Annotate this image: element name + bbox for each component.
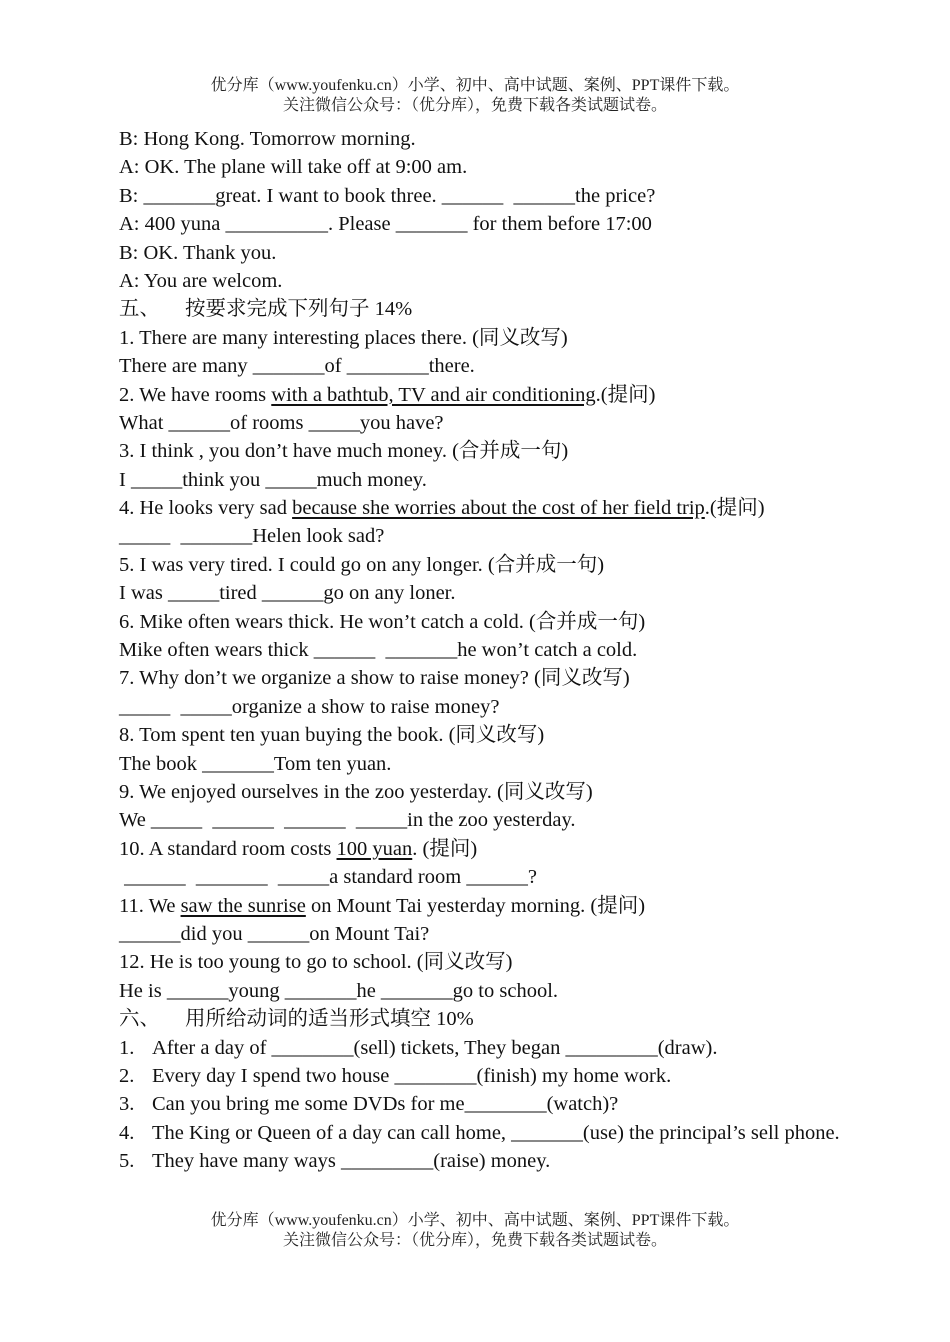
question-text: 10. A standard room costs [119, 837, 337, 860]
answer-7: _____ _____organize a show to raise money? [119, 695, 500, 718]
list-item [119, 1090, 849, 1118]
footer-line-2: 关注微信公众号：（优分库），免费下载各类试题试卷。 [282, 1232, 667, 1249]
question-3: 3. I think , you don’t have much money. (合并成一句) [119, 440, 569, 463]
dialogue-line: A: You are welcom. [119, 269, 283, 292]
question-note: . (提问) [412, 837, 478, 860]
question-text: 11. We [119, 894, 181, 917]
list-item [119, 1034, 849, 1062]
question-note: .(提问) [704, 497, 765, 520]
question-12: 12. He is too young to go to school. (同义改写) [119, 951, 513, 974]
page-header [0, 76, 950, 116]
list-text: Can you bring me some DVDs for me________(watch)? [152, 1093, 619, 1116]
dialogue-line: B: OK. Thank you. [119, 241, 277, 264]
answer-3: I _____think you _____much money. [119, 468, 427, 491]
question-text: 4. He looks very sad [119, 497, 293, 520]
section-title-text: 用所给动词的适当形式填空 10% [185, 1008, 474, 1031]
list-item [119, 1147, 849, 1175]
list-number: 5. [119, 1150, 135, 1173]
list-text: They have many ways _________(raise) money. [152, 1150, 551, 1173]
dialogue-line: A: 400 yuna __________. Please _______ for them before 17:00 [119, 213, 652, 236]
answer-2: What ______of rooms _____you have? [119, 411, 444, 434]
question-8: 8. Tom spent ten yuan buying the book. (同义改写) [119, 724, 545, 747]
header-line-2: 关注微信公众号：（优分库），免费下载各类试题试卷。 [282, 97, 667, 114]
answer-1: There are many _______of ________there. [119, 355, 475, 378]
list-number: 3. [119, 1093, 135, 1116]
question-6: 6. Mike often wears thick. He won’t catch a cold. (合并成一句) [119, 610, 646, 633]
answer-9: We _____ ______ ______ _____in the zoo yesterday. [119, 809, 576, 832]
list-text: After a day of ________(sell) tickets, They began _________(draw). [152, 1036, 718, 1059]
underlined-phrase: 100 yuan [336, 837, 413, 860]
question-4 [119, 494, 849, 522]
document-body [119, 125, 849, 1176]
answer-8: The book _______Tom ten yuan. [119, 752, 392, 775]
list-text: Every day I spend two house ________(finish) my home work. [152, 1064, 672, 1087]
list-number: 2. [119, 1064, 135, 1087]
answer-4: _____ _______Helen look sad? [119, 525, 385, 548]
question-10 [119, 835, 849, 863]
answer-5: I was _____tired ______go on any loner. [119, 582, 456, 605]
list-item [119, 1062, 849, 1090]
question-note: .(提问) [595, 383, 656, 406]
question-note: on Mount Tai yesterday morning. (提问) [305, 894, 646, 917]
section-5-title [119, 295, 849, 323]
question-7: 7. Why don’t we organize a show to raise money? (同义改写) [119, 667, 630, 690]
underlined-phrase: saw the sunrise [180, 894, 306, 917]
answer-10: ______ _______ _____a standard room ______? [119, 866, 537, 889]
dialogue-line: B: _______great. I want to book three. ______ ______the price? [119, 184, 656, 207]
underlined-phrase: because she worries about the cost of her field trip [292, 497, 705, 520]
list-text: The King or Queen of a day can call home, _______(use) the principal’s sell phone. [152, 1121, 840, 1144]
answer-12: He is ______young _______he _______go to school. [119, 979, 559, 1002]
footer-line-1: 优分库（www.youfenku.cn）小学、初中、高中试题、案例、PPT课件下载。 [210, 1212, 740, 1229]
dialogue-line: A: OK. The plane will take off at 9:00 am. [119, 156, 468, 179]
answer-6: Mike often wears thick ______ _______he won’t catch a cold. [119, 639, 638, 662]
question-11 [119, 892, 849, 920]
list-item [119, 1119, 849, 1147]
header-line-1: 优分库（www.youfenku.cn）小学、初中、高中试题、案例、PPT课件下载。 [210, 77, 740, 94]
section-number: 六、 [119, 1008, 160, 1031]
list-number: 4. [119, 1121, 135, 1144]
question-2 [119, 381, 849, 409]
section-6-title [119, 1005, 849, 1033]
section-number: 五、 [119, 298, 160, 321]
question-1: 1. There are many interesting places there. (同义改写) [119, 326, 568, 349]
question-5: 5. I was very tired. I could go on any longer. (合并成一句) [119, 553, 605, 576]
underlined-phrase: with a bathtub, TV and air conditioning [271, 383, 596, 406]
list-number: 1. [119, 1036, 135, 1059]
page-footer [0, 1211, 950, 1251]
dialogue-line: B: Hong Kong. Tomorrow morning. [119, 128, 416, 150]
question-text: 2. We have rooms [119, 383, 272, 406]
question-9: 9. We enjoyed ourselves in the zoo yesterday. (同义改写) [119, 780, 593, 803]
answer-11: ______did you ______on Mount Tai? [119, 922, 430, 945]
section-title-text: 按要求完成下列句子 14% [185, 298, 413, 321]
